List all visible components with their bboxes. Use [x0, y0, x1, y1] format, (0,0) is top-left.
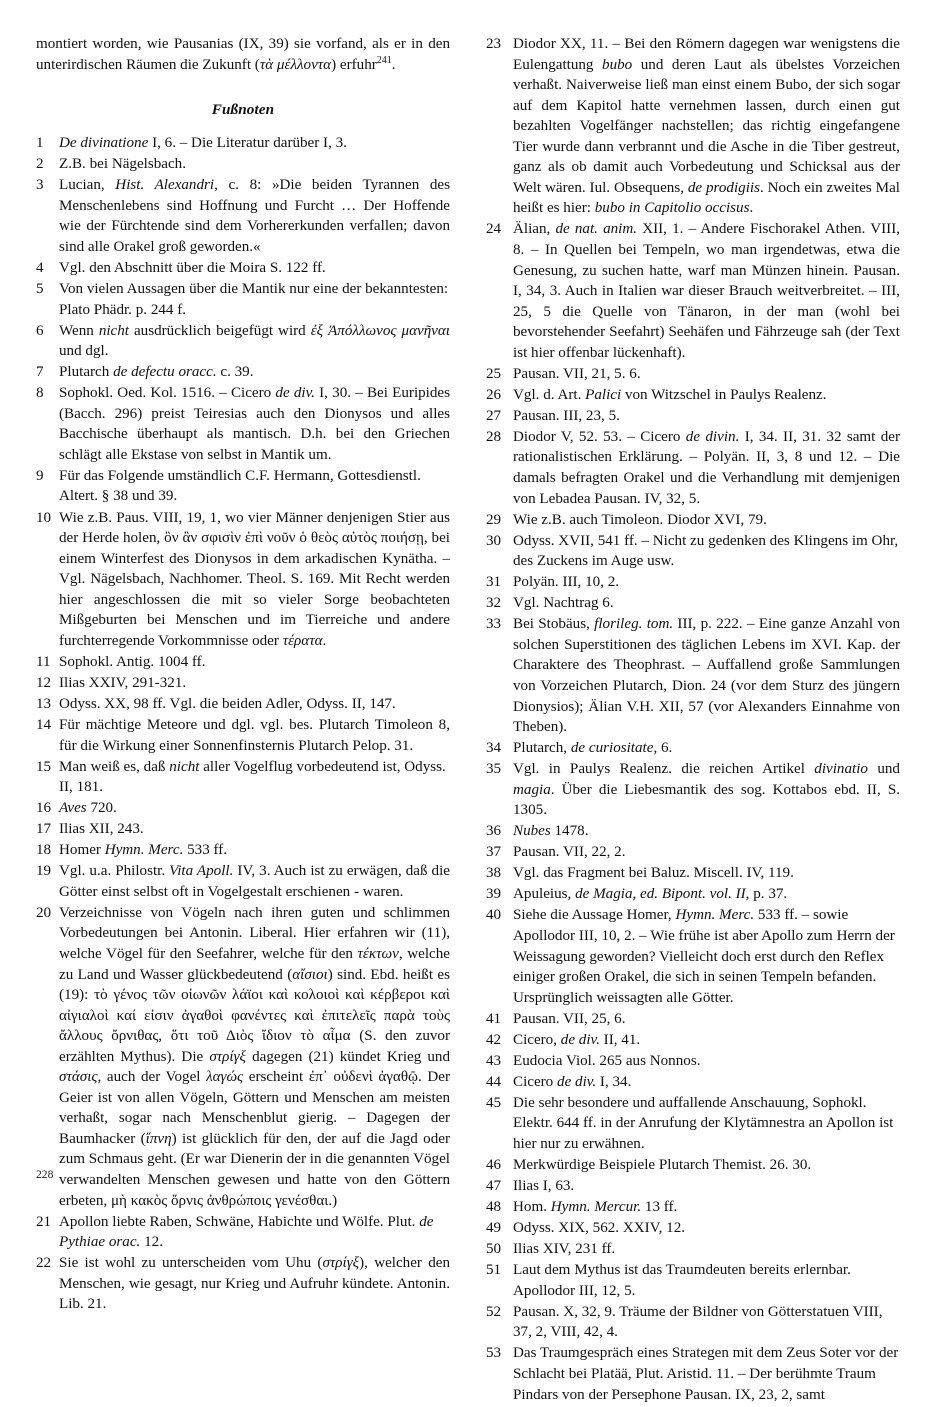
- footnote-number: 3: [36, 177, 44, 194]
- footnote-number: 43: [486, 1052, 502, 1069]
- footnote-text: De divinatione I, 6. – Die Literatur darüber I, 3.: [59, 135, 347, 152]
- footnote-item: [486, 531, 900, 572]
- footnote-number: 31: [486, 574, 502, 591]
- footnote-text: Bei Stobäus, florileg. tom. III, p. 222. – Eine ganze Anzahl von solchen Superstitionen des täglichen Lebens im XVI. Kap. der Charaktere des Theophrast. – Auffallend große Sammlungen von Vorzeichen Plutarch, Dion. 24 (vor dem Sturz des jüngern Dionysios); Älian V.H. XII, 57 (vor Alexanders Einnahme von Theben).: [513, 616, 900, 736]
- footnote-number: 15: [36, 758, 52, 775]
- footnote-text: Ilias I, 63.: [513, 1178, 575, 1195]
- footnote-text: Pausan. X, 32, 9. Träume der Bildner von Götterstatuen VIII, 37, 2, VIII, 42, 4.: [513, 1303, 883, 1341]
- footnote-number: 13: [36, 695, 52, 712]
- footnote-item: [36, 133, 450, 154]
- footnote-text: Siehe die Aussage Homer, Hymn. Merc. 533 ff. – sowie Apollodor III, 10, 2. – Wie frühe ist aber Apollo zum Herrn der Weissagung geworden? Vielleicht doch erst durch den Reflex einiger großen Orakel, die sich in seinen Tempeln befanden. Ursprünglich weissagten alle Götter.: [513, 907, 895, 1006]
- footnote-number: 38: [486, 865, 502, 882]
- footnote-item: [36, 819, 450, 840]
- footnote-item: [36, 321, 450, 362]
- footnote-item: [486, 905, 900, 1008]
- footnote-text: Pausan. VII, 22, 2.: [513, 844, 626, 861]
- footnote-text: Das Traumgespräch eines Strategen mit dem Zeus Soter vor der Schlacht bei Platää, Plut. Aristid. 11. – Der berühmte Traum Pindars von der Persephone Pausan. IX, 23, 2, samt: [513, 1345, 899, 1403]
- footnote-item: [36, 715, 450, 756]
- footnote-item: [36, 1253, 450, 1315]
- footnote-number: 51: [486, 1262, 502, 1279]
- footnote-number: 39: [486, 886, 502, 903]
- footnote-item: [36, 1212, 450, 1253]
- footnote-text: Pausan. VII, 21, 5. 6.: [513, 365, 641, 382]
- footnote-item: [36, 175, 450, 257]
- footnote-text: Wenn nicht ausdrücklich beigefügt wird ἐξ Ἀπόλλωνος μανῆναι und dgl.: [59, 322, 450, 360]
- footnote-number: 33: [486, 616, 502, 633]
- footnote-number: 7: [36, 364, 44, 381]
- footnote-text: Vgl. u.a. Philostr. Vita Apoll. IV, 3. Auch ist zu erwägen, daß die Götter einst selbst oft in Vogelgestalt erschienen - waren.: [59, 863, 450, 900]
- footnote-number: 24: [486, 221, 502, 238]
- page-number: 228: [36, 1168, 54, 1181]
- footnote-text: Ilias XII, 243.: [59, 821, 144, 838]
- footnote-item: [486, 1302, 900, 1343]
- footnote-item: [486, 614, 900, 737]
- footnote-text: Vgl. Nachtrag 6.: [513, 595, 614, 612]
- footnote-item: [486, 1155, 900, 1176]
- footnote-item: [486, 1239, 900, 1260]
- footnote-item: [36, 279, 450, 320]
- footnote-number: 53: [486, 1345, 502, 1362]
- footnote-item: [36, 362, 450, 383]
- footnote-text: Vgl. d. Art. Palici von Witzschel in Paulys Realenz.: [513, 386, 827, 403]
- footnote-text: Cicero de div. I, 34.: [513, 1073, 632, 1090]
- footnote-item: [486, 572, 900, 593]
- footnote-item: [36, 903, 450, 1211]
- footnote-item: [486, 1176, 900, 1197]
- two-column-layout: [36, 34, 900, 1407]
- footnote-text: Vgl. in Paulys Realenz. die reichen Artikel divinatio und magia. Über die Liebesmantik des sog. Kottabos ebd. II, S. 1305.: [513, 761, 900, 819]
- footnote-item: [36, 383, 450, 465]
- footnote-number: 52: [486, 1303, 502, 1320]
- footnote-text: Diodor V, 52. 53. – Cicero de divin. I, 34. II, 31. 32 samt der rationalistischen Erklärung. – Polyän. II, 3, 8 und 12. – Die damals befragten Orakel und die Verhandlung mit demjenigen von Lebadea Pausan. IV, 32, 5.: [513, 428, 900, 507]
- footnote-item: [486, 34, 900, 219]
- footnote-text: Apollon liebte Raben, Schwäne, Habichte und Wölfe. Plut. de Pythiae orac. 12.: [59, 1213, 434, 1251]
- footnote-number: 32: [486, 595, 502, 612]
- footnote-list-right: [486, 34, 900, 1406]
- footnote-item: [36, 694, 450, 715]
- footnote-text: Plutarch de defectu oracc. c. 39.: [59, 364, 254, 381]
- footnote-item: [486, 738, 900, 759]
- footnote-item: [486, 593, 900, 614]
- footnote-number: 19: [36, 863, 52, 880]
- footnote-text: Älian, de nat. anim. XII, 1. – Andere Fischorakel Athen. VIII, 8. – In Quellen bei Tempeln, wo man irgendetwas, etwa die Genesung, zu suchen hatte, warf man Münzen hinein. Pausan. I, 34, 3. Auch in Italien war dieser Brauch weitverbreitet. – III, 25, 5 die Quelle von Tänaron, in der man (wohl bei bevorstehender Seefahrt) Seehäfen und Fährzeuge sah (der Text ist hier offenbar lückenhaft).: [513, 221, 900, 361]
- footnote-item: [486, 1072, 900, 1093]
- footnote-item: [486, 1030, 900, 1051]
- footnote-text: Polyän. III, 10, 2.: [513, 574, 620, 591]
- footnote-text: Z.B. bei Nägelsbach.: [59, 156, 186, 173]
- footnote-text: Plutarch, de curiositate, 6.: [513, 740, 673, 757]
- footnote-number: 21: [36, 1213, 52, 1230]
- footnote-item: [36, 652, 450, 673]
- footnote-text: Sophokl. Oed. Kol. 1516. – Cicero de div. I, 30. – Bei Euripides (Bacch. 296) preist Teiresias auch den Dionysos und alles Bacchische überhaupt als mantisch. D.h. bei den Griechen schlägt alle Ekstase von selbst in Mantik um.: [59, 385, 450, 463]
- footnote-item: [486, 821, 900, 842]
- footnote-number: 29: [486, 511, 502, 528]
- footnote-item: [36, 840, 450, 861]
- footnote-text: Merkwürdige Beispiele Plutarch Themist. 26. 30.: [513, 1157, 812, 1174]
- footnote-text: Apuleius, de Magia, ed. Bipont. vol. II, p. 37.: [513, 886, 788, 903]
- continued-paragraph-trailing: .: [391, 56, 396, 73]
- footnote-item: [486, 1197, 900, 1218]
- footnote-number: 22: [36, 1255, 52, 1272]
- footnote-text: Cicero, de div. II, 41.: [513, 1031, 641, 1048]
- footnote-number: 30: [486, 532, 502, 549]
- footnote-number: 37: [486, 844, 502, 861]
- footnote-item: [486, 759, 900, 821]
- footnote-number: 10: [36, 509, 52, 526]
- footnote-text: Vgl. den Abschnitt über die Moira S. 122 ff.: [59, 259, 326, 276]
- footnote-text: Sophokl. Antig. 1004 ff.: [59, 653, 206, 670]
- footnote-text: Vgl. das Fragment bei Baluz. Miscell. IV, 119.: [513, 865, 794, 882]
- footnote-number: 50: [486, 1241, 502, 1258]
- footnote-number: 1: [36, 135, 44, 152]
- footnote-number: 36: [486, 823, 502, 840]
- continued-paragraph-text: montiert worden, wie Pausanias (IX, 39) sie vorfand, als er in den unterirdischen Räumen die Zukunft (τὰ μέλλοντα) erfuhr: [36, 36, 450, 73]
- footnote-text: Man weiß es, daß nicht aller Vogelflug vorbedeutend ist, Odyss. II, 181.: [59, 758, 446, 796]
- footnote-item: [36, 673, 450, 694]
- footnote-number: 11: [36, 653, 51, 670]
- footnote-number: 35: [486, 761, 502, 778]
- footnote-number: 6: [36, 322, 44, 339]
- footnote-item: [486, 219, 900, 363]
- footnote-item: [486, 1343, 900, 1405]
- footnote-text: Verzeichnisse von Vögeln nach ihren guten und schlimmen Vorbedeutungen bei Antonin. Liberal. Hier erfahren wir (11), welche Vögel für den Seefahrer, welche für den τέκτων, welche zu Land und Wasser glückbedeutend (αἴσιοι) sind. Ebd. heißt es (19): τὸ γένος τῶν οἰωνῶν λάϊοι καὶ κολοιοὶ καὶ κέρβεροι καὶ αἰγιαλοὶ καί εἰσιν ἀγαθοὶ φανέντες καὶ ἐπιτελεῖς παρὰ τοὺς ἄλλους ὄρνιθας, ὅτι τοῦ Διὸς ἴδιον τὸ αἷμα (S. den zuvor erzählten Mythus). Die στρίγξ dagegen (21) kündet Krieg und στάσις, auch der Vogel λαγώς erscheint ἐπ᾽ οὐδενὶ ἀγαθῷ. Der Geier ist von allen Vögeln, Göttern und Menschen am meisten verhaßt, sogar nach Menschenblut gierig. – Dagegen der Baumhacker (ἴπνη) ist glücklich für den, der auf die Jagd oder zum Schmaus geht. (Er war Dienerin der in die genannten Vögel verwandelten Menschen gewesen und hatte von den Göttern erbeten, μὴ κακὸς ὄρνις ἀνθρώποις γενέσθαι.): [59, 904, 450, 1209]
- footnote-reference-marker: 241: [376, 54, 392, 66]
- footnote-number: 28: [486, 428, 502, 445]
- footnote-item: [486, 385, 900, 406]
- footnote-text: Für mächtige Meteore und dgl. vgl. bes. Plutarch Timoleon 8, für die Wirkung einer Sonnenfinsternis Plutarch Pelop. 31.: [59, 717, 450, 754]
- footnote-item: [36, 154, 450, 175]
- footnote-number: 5: [36, 281, 44, 298]
- footnote-text: Odyss. XVII, 541 ff. – Nicht zu gedenken des Klingens im Ohr, des Zuckens im Auge usw.: [513, 532, 899, 570]
- section-heading-fussnoten: Fußnoten: [211, 101, 275, 119]
- footnote-item: [486, 364, 900, 385]
- footnote-number: 44: [486, 1073, 502, 1090]
- footnote-number: 12: [36, 674, 52, 691]
- right-text-column: [486, 34, 900, 1407]
- footnote-item: [36, 798, 450, 819]
- footnote-number: 34: [486, 740, 502, 757]
- footnote-text: Lucian, Hist. Alexandri, c. 8: »Die beiden Tyrannen des Menschenlebens sind Hoffnung und Furcht … Der Hoffende wie der Fürchtende sind dem Vorhererkunden verfallen; davon sind alle Orakel groß geworden.«: [59, 177, 450, 255]
- footnote-text: Aves 720.: [59, 800, 117, 817]
- footnote-number: 20: [36, 904, 52, 921]
- footnote-text: Homer Hymn. Merc. 533 ff.: [59, 842, 228, 859]
- footnote-text: Von vielen Aussagen über die Mantik nur eine der bekanntesten: Plato Phädr. p. 244 f.: [59, 281, 449, 318]
- footnote-text: Odyss. XIX, 562. XXIV, 12.: [513, 1220, 686, 1237]
- footnote-item: [36, 861, 450, 902]
- footnote-text: Die sehr besondere und auffallende Anschauung, Sophokl. Elektr. 644 ff. in der Anrufung der Klytämnestra an Apollon ist hier nur zu erwähnen.: [513, 1094, 894, 1152]
- footnote-text: Hom. Hymn. Mercur. 13 ff.: [513, 1199, 678, 1216]
- footnote-text: Für das Folgende umständlich C.F. Hermann, Gottesdienstl. Altert. § 38 und 39.: [59, 467, 421, 505]
- footnote-number: 46: [486, 1157, 502, 1174]
- footnote-number: 45: [486, 1094, 502, 1111]
- footnote-item: [486, 427, 900, 509]
- footnote-number: 25: [486, 365, 502, 382]
- footnote-text: Pausan. VII, 25, 6.: [513, 1010, 626, 1027]
- footnote-number: 18: [36, 842, 52, 859]
- footnote-item: [36, 508, 450, 652]
- footnote-item: [486, 1051, 900, 1072]
- footnote-number: 26: [486, 386, 502, 403]
- footnote-item: [36, 757, 450, 798]
- footnote-text: Diodor XX, 11. – Bei den Römern dagegen war wenigstens die Eulengattung bubo und deren Laut als übelstes Vorzeichen verhaßt. Naiverweise ließ man einst einem Bubo, der sich sogar auf dem Kapitol hatte vernehmen lassen, durch einen gut bezahlten Vogelfänger nachstellen; das richtig eingefangene Tier wurde dann verbrannt und die Asche in die Tiber gestreut, ganz als ob damit auch Vorbedeutung und Schicksal aus der Welt wären. Iul. Obsequens, de prodigiis. Noch ein zweites Mal heißt es hier: bubo in Capitolio occisus.: [513, 36, 900, 217]
- footnote-text: Eudocia Viol. 265 aus Nonnos.: [513, 1052, 701, 1069]
- footnote-text: Sie ist wohl zu unterscheiden vom Uhu (στρίγξ), welcher den Menschen, wie gesagt, nur Krieg und Aufruhr kündete. Antonin. Lib. 21.: [59, 1255, 451, 1313]
- footnote-text: Wie z.B. Paus. VIII, 19, 1, wo vier Männer denjenigen Stier aus der Herde holen, ὃν ἂν σφισὶν ἐπὶ νοῦν ὁ θεὸς αὐτὸς ποιήσῃ, bei einem Winterfest des Dionysos in dem arkadischen Kynätha. – Vgl. Nägelsbach, Nachhomer. Theol. S. 169. Mit Recht werden hier angeschlossen die mit so vieler Sorge beobachteten Mißgeburten bei Menschen und im Tierreiche und andere furchterregende Vorkommnisse oder τέρατα.: [59, 509, 450, 649]
- footnote-item: [486, 1260, 900, 1301]
- footnote-number: 41: [486, 1010, 502, 1027]
- footnote-text: Nubes 1478.: [513, 823, 589, 840]
- footnote-number: 27: [486, 407, 502, 424]
- footnote-item: [36, 466, 450, 507]
- footnote-number: 8: [36, 385, 44, 402]
- footnote-text: Ilias XXIV, 291-321.: [59, 674, 187, 691]
- footnote-text: Pausan. III, 23, 5.: [513, 407, 620, 424]
- footnote-text: Ilias XIV, 231 ff.: [513, 1241, 616, 1258]
- continued-paragraph: [36, 34, 450, 75]
- footnote-item: [486, 842, 900, 863]
- footnote-number: 14: [36, 717, 52, 733]
- footnote-number: 17: [36, 821, 52, 838]
- footnote-item: [486, 884, 900, 905]
- footnote-text: Odyss. XX, 98 ff. Vgl. die beiden Adler, Odyss. II, 147.: [59, 695, 396, 712]
- footnote-item: [486, 1218, 900, 1239]
- footnote-item: [486, 510, 900, 531]
- footnote-list-left: [36, 133, 450, 1315]
- footnote-number: 23: [486, 36, 502, 52]
- footnote-number: 47: [486, 1178, 502, 1195]
- footnote-item: [486, 1093, 900, 1155]
- footnote-item: [486, 406, 900, 427]
- footnote-item: [486, 1009, 900, 1030]
- footnote-text: Wie z.B. auch Timoleon. Diodor XVI, 79.: [513, 511, 767, 528]
- footnote-item: [486, 863, 900, 884]
- footnote-number: 48: [486, 1199, 502, 1216]
- footnote-number: 49: [486, 1220, 502, 1237]
- footnote-number: 16: [36, 800, 52, 817]
- footnote-number: 42: [486, 1031, 502, 1048]
- footnote-number: 2: [36, 156, 44, 173]
- footnote-number: 4: [36, 259, 44, 276]
- footnote-number: 9: [36, 467, 44, 484]
- left-text-column: [36, 34, 450, 1315]
- footnote-item: [36, 258, 450, 279]
- footnote-text: Laut dem Mythus ist das Traumdeuten bereits erlernbar. Apollodor III, 12, 5.: [513, 1262, 851, 1299]
- footnote-number: 40: [486, 907, 502, 924]
